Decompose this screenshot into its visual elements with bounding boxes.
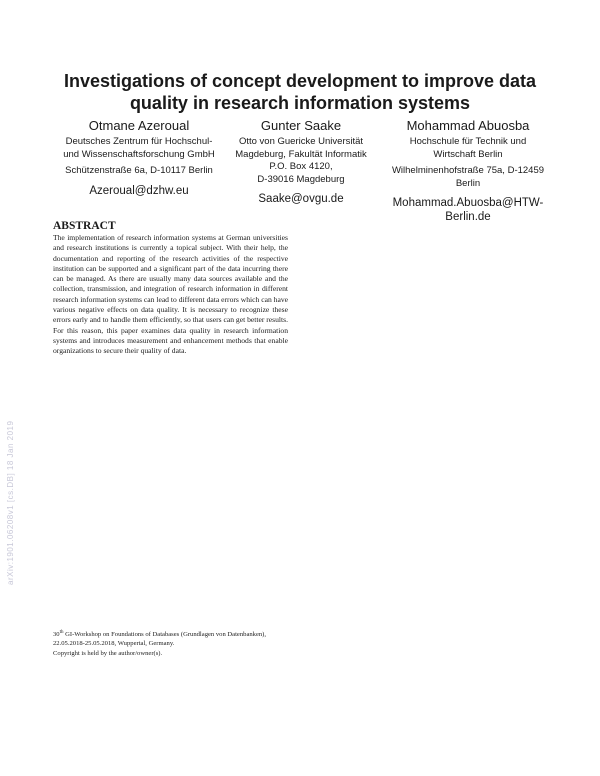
author-affiliation-line: und Wissenschaftsforschung GmbH	[63, 148, 215, 160]
author-address-line: Wilhelminenhofstraße 75a, D-12459	[391, 165, 545, 176]
author-affiliation-line: Magdeburg, Fakultät Informatik	[235, 148, 367, 160]
abstract-text: The implementation of research information systems at German universities and research institutions is currently a topical subject. With their help, the documentation and reporting of the research activities of the respective institution can be supported and a significant part of the data incurring there can be managed. As there are usually many data sources available and the collection, transmission, and integration of research information in different research information systems can lead to different data errors which can have various negative effects on data quality. It is necessary to recognize these errors early and to handle them efficiently, so that users can get better results. For this reason, this paper examines data quality in research information systems and introduces measurement and enhancement methods that enable organizations to secure their quality of data.	[53, 233, 288, 356]
author-block-3	[378, 118, 558, 224]
abstract-heading: ABSTRACT	[53, 220, 116, 232]
footnote	[53, 628, 293, 658]
footnote-ordinal: 30	[53, 631, 60, 639]
author-name: Otmane Azeroual	[88, 118, 190, 133]
title-line-1: Investigations of concept development to improve data	[63, 71, 537, 91]
author-name: Gunter Saake	[260, 118, 342, 133]
author-name: Mohammad Abuosba	[406, 118, 530, 133]
arxiv-stamp-text: arXiv:1901.06208v1 [cs.DB] 18 Jan 2019	[6, 420, 15, 585]
footnote-ordinal-suffix: th	[59, 630, 64, 635]
arxiv-side-stamp	[2, 410, 22, 585]
title-line-2: quality in research information systems	[129, 93, 471, 113]
author-address-line: Schützenstraße 6a, D-10117 Berlin	[65, 165, 213, 176]
author-affiliation-line: Deutsches Zentrum für Hochschul-	[65, 136, 213, 147]
author-email-line: Mohammad.Abuosba@HTW-	[392, 197, 544, 209]
author-address-line: Berlin	[455, 177, 481, 189]
author-email	[378, 196, 558, 224]
author-email: Saake@ovgu.de	[258, 193, 344, 205]
author-address-line: P.O. Box 4120,	[269, 161, 333, 172]
author-email-line: Berlin.de	[445, 211, 491, 223]
author-affiliation-line: Hochschule für Technik und	[409, 136, 527, 147]
footnote-conference-text: GI-Workshop on Foundations of Databases (Grundlagen von Datenbanken), 22.05.2018-25.05.2018, Wuppertal, Germany.	[53, 631, 267, 648]
author-address-line: D-39016 Magdeburg	[257, 173, 345, 185]
author-affiliation-line: Wirtschaft Berlin	[433, 148, 503, 160]
author-block-2	[220, 118, 382, 206]
abstract-section	[53, 220, 288, 357]
author-block-1	[48, 118, 230, 198]
author-affiliation-line: Otto von Guericke Universität	[238, 136, 364, 147]
author-email: Azeroual@dzhw.eu	[89, 184, 189, 197]
footnote-copyright: Copyright is held by the author/owner(s).	[53, 649, 163, 657]
paper-title	[50, 70, 550, 114]
footnote-conference	[53, 628, 293, 649]
